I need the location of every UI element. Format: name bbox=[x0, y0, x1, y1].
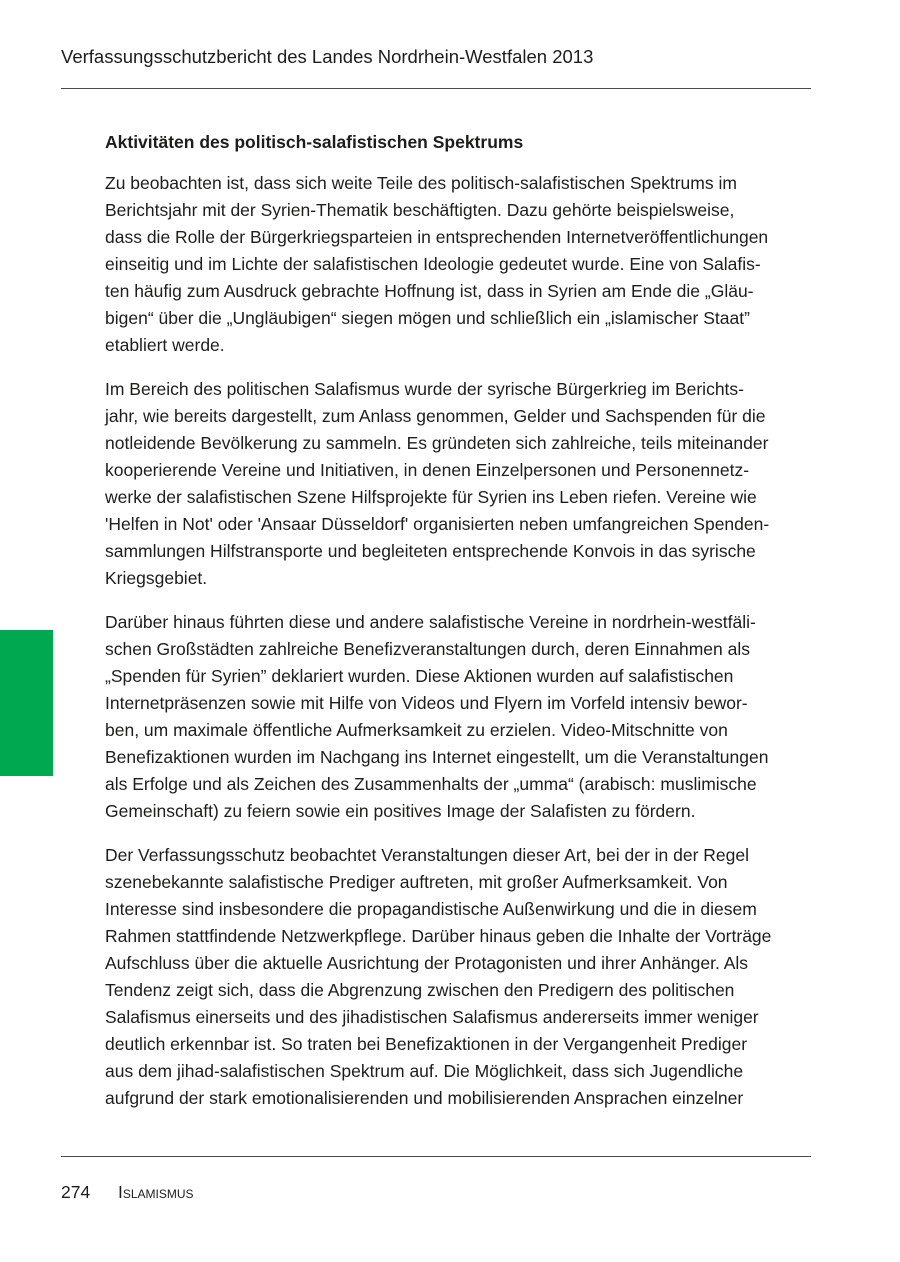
text-line: kooperierende Vereine und Initiativen, in denen Einzelpersonen und Personennetz- bbox=[105, 460, 750, 480]
page-footer bbox=[61, 1180, 194, 1204]
body-paragraph bbox=[105, 609, 815, 825]
text-line: Zu beobachten ist, dass sich weite Teile des politisch-salafistischen Spektrums im bbox=[105, 173, 737, 193]
chapter-side-tab bbox=[0, 630, 53, 776]
text-line: aus dem jihad-salafistischen Spektrum auf. Die Möglichkeit, dass sich Jugendliche bbox=[105, 1061, 744, 1081]
text-line: Gemeinschaft) zu feiern sowie ein positives Image der Salafisten zu fördern. bbox=[105, 801, 696, 821]
footer-section-name: Islamismus bbox=[118, 1182, 194, 1202]
text-line: sammlungen Hilfstransporte und begleiteten entsprechende Konvois in das syrische bbox=[105, 541, 756, 561]
text-line: „Spenden für Syrien” deklariert wurden. Diese Aktionen wurden auf salafistischen bbox=[105, 666, 734, 686]
text-line: Internetpräsenzen sowie mit Hilfe von Videos und Flyern im Vorfeld intensiv bewor- bbox=[105, 693, 748, 713]
text-line: Tendenz zeigt sich, dass die Abgrenzung zwischen den Predigern des politischen bbox=[105, 980, 735, 1000]
text-line: Benefizaktionen wurden im Nachgang ins Internet eingestellt, um die Veranstaltungen bbox=[105, 747, 769, 767]
section-heading: Aktivitäten des politisch-salafistischen Spektrums bbox=[105, 132, 524, 152]
text-line: Interesse sind insbesondere die propagandistische Außenwirkung und die in diesem bbox=[105, 899, 757, 919]
body-paragraph bbox=[105, 376, 815, 592]
text-line: werke der salafistischen Szene Hilfsprojekte für Syrien ins Leben riefen. Vereine wie bbox=[105, 487, 757, 507]
page-body bbox=[105, 130, 815, 1129]
text-line: Salafismus einerseits und des jihadistischen Salafismus andererseits immer weniger bbox=[105, 1007, 759, 1027]
body-paragraph bbox=[105, 170, 815, 359]
text-line: Aufschluss über die aktuelle Ausrichtung der Protagonisten und ihrer Anhänger. Als bbox=[105, 953, 749, 973]
text-line: einseitig und im Lichte der salafistischen Ideologie gedeutet wurde. Eine von Salafis- bbox=[105, 254, 761, 274]
text-line: aufgrund der stark emotionalisierenden und mobilisierenden Ansprachen einzelner bbox=[105, 1088, 744, 1108]
text-line: jahr, wie bereits dargestellt, zum Anlass genommen, Gelder und Sachspenden für die bbox=[105, 406, 766, 426]
paragraph-container bbox=[105, 170, 815, 1112]
text-line: szenebekannte salafistische Prediger auftreten, mit großer Aufmerksamkeit. Von bbox=[105, 872, 728, 892]
text-line: Rahmen stattfindende Netzwerkpflege. Darüber hinaus geben die Inhalte der Vorträge bbox=[105, 926, 772, 946]
text-line: ten häufig zum Ausdruck gebrachte Hoffnung ist, dass in Syrien am Ende die „Gläu- bbox=[105, 281, 754, 301]
footer-divider bbox=[61, 1156, 811, 1157]
page-number: 274 bbox=[61, 1182, 91, 1202]
text-line: deutlich erkennbar ist. So traten bei Benefizaktionen in der Vergangenheit Prediger bbox=[105, 1034, 748, 1054]
text-line: bigen“ über die „Ungläubigen“ siegen mögen und schließlich ein „islamischer Staat” bbox=[105, 308, 750, 328]
header-divider bbox=[61, 88, 811, 89]
text-line: ben, um maximale öffentliche Aufmerksamkeit zu erzielen. Video-Mitschnitte von bbox=[105, 720, 728, 740]
text-line: Kriegsgebiet. bbox=[105, 568, 208, 588]
text-line: Darüber hinaus führten diese und andere salafistische Vereine in nordrhein-westfäli- bbox=[105, 612, 756, 632]
text-line: Berichtsjahr mit der Syrien-Thematik beschäftigten. Dazu gehörte beispielsweise, bbox=[105, 200, 735, 220]
text-line: dass die Rolle der Bürgerkriegsparteien in entsprechenden Internetveröffentlichungen bbox=[105, 227, 769, 247]
text-line: Der Verfassungsschutz beobachtet Veranstaltungen dieser Art, bei der in der Regel bbox=[105, 845, 750, 865]
text-line: etabliert werde. bbox=[105, 335, 225, 355]
text-line: als Erfolge und als Zeichen des Zusammenhalts der „umma“ (arabisch: muslimische bbox=[105, 774, 757, 794]
body-paragraph bbox=[105, 842, 815, 1112]
text-line: notleidende Bevölkerung zu sammeln. Es gründeten sich zahlreiche, teils miteinander bbox=[105, 433, 769, 453]
text-line: 'Helfen in Not' oder 'Ansaar Düsseldorf' organisierten neben umfangreichen Spenden- bbox=[105, 514, 770, 534]
text-line: Im Bereich des politischen Salafismus wurde der syrische Bürgerkrieg im Berichts- bbox=[105, 379, 744, 399]
text-line: schen Großstädten zahlreiche Benefizveranstaltungen durch, deren Einnahmen als bbox=[105, 639, 750, 659]
running-header: Verfassungsschutzbericht des Landes Nordrhein-Westfalen 2013 bbox=[61, 46, 594, 67]
